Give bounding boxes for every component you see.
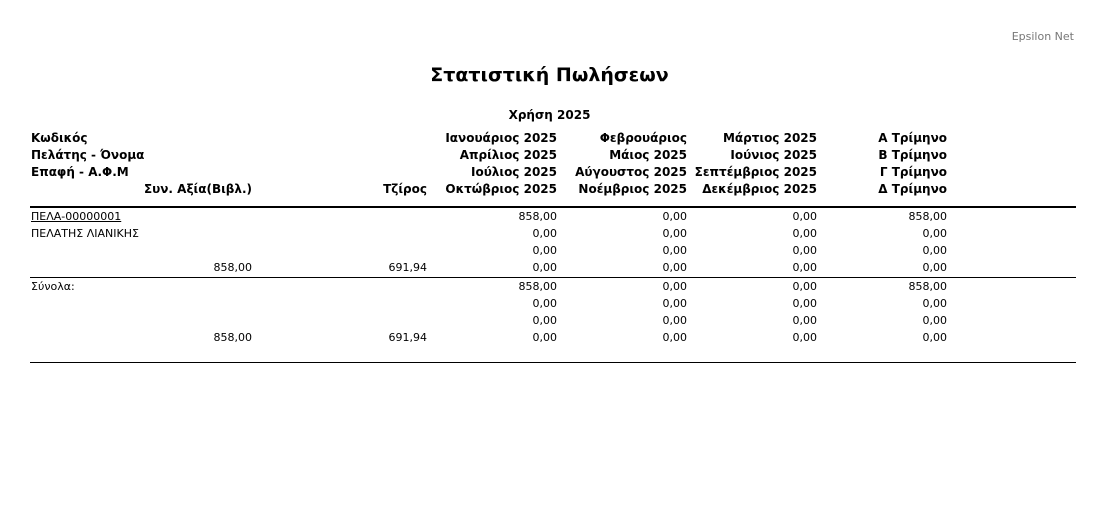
value-cell: 0,00 bbox=[922, 244, 947, 257]
totals-turnover: 691,94 bbox=[388, 331, 427, 344]
header-quarter: Α Τρίμηνο bbox=[878, 131, 947, 145]
value-cell: 0,00 bbox=[792, 314, 817, 327]
customer-book-value: 858,00 bbox=[213, 261, 252, 274]
value-cell: 0,00 bbox=[792, 331, 817, 344]
header-month: Σεπτέμβριος 2025 bbox=[694, 165, 817, 179]
value-cell: 0,00 bbox=[922, 331, 947, 344]
header-month: Φεβρουάριος bbox=[599, 131, 687, 145]
value-cell: 0,00 bbox=[662, 261, 687, 274]
header-month: Ιούνιος 2025 bbox=[730, 148, 817, 162]
value-cell: 0,00 bbox=[662, 314, 687, 327]
header-month: Ιούλιος 2025 bbox=[470, 165, 557, 179]
totals-book-value: 858,00 bbox=[213, 331, 252, 344]
value-cell: 0,00 bbox=[792, 210, 817, 223]
value-cell: 858,00 bbox=[518, 280, 557, 293]
customer-turnover: 691,94 bbox=[388, 261, 427, 274]
header-customer-label: Πελάτης - Όνομα bbox=[31, 148, 145, 162]
value-cell: 0,00 bbox=[662, 244, 687, 257]
value-cell: 0,00 bbox=[792, 280, 817, 293]
value-cell: 0,00 bbox=[662, 297, 687, 310]
customer-name: ΠΕΛΑΤΗΣ ΛΙΑΝΙΚΗΣ bbox=[31, 227, 139, 240]
value-cell: 858,00 bbox=[908, 210, 947, 223]
value-cell: 858,00 bbox=[518, 210, 557, 223]
footer-divider bbox=[30, 362, 1076, 363]
value-cell: 0,00 bbox=[922, 227, 947, 240]
header-quarter: Β Τρίμηνο bbox=[878, 148, 947, 162]
header-month: Ιανουάριος 2025 bbox=[445, 131, 557, 145]
value-cell: 0,00 bbox=[922, 297, 947, 310]
value-cell: 0,00 bbox=[662, 227, 687, 240]
header-month: Μάρτιος 2025 bbox=[722, 131, 817, 145]
value-cell: 0,00 bbox=[662, 280, 687, 293]
value-cell: 0,00 bbox=[532, 261, 557, 274]
header-month: Οκτώβριος 2025 bbox=[445, 182, 557, 196]
brand-label: Epsilon Net bbox=[1011, 30, 1074, 43]
value-cell: 0,00 bbox=[532, 314, 557, 327]
header-quarter: Γ Τρίμηνο bbox=[879, 165, 947, 179]
header-contact-label: Επαφή - Α.Φ.Μ bbox=[31, 165, 129, 179]
value-cell: 0,00 bbox=[532, 331, 557, 344]
totals-label: Σύνολα: bbox=[31, 280, 75, 293]
value-cell: 858,00 bbox=[908, 280, 947, 293]
header-month: Νοέμβριος 2025 bbox=[578, 182, 687, 196]
value-cell: 0,00 bbox=[662, 210, 687, 223]
header-turnover-label: Τζίρος bbox=[383, 182, 427, 196]
value-cell: 0,00 bbox=[792, 227, 817, 240]
report-subtitle: Χρήση 2025 bbox=[508, 108, 591, 122]
value-cell: 0,00 bbox=[532, 244, 557, 257]
header-month: Απρίλιος 2025 bbox=[459, 148, 557, 162]
value-cell: 0,00 bbox=[532, 227, 557, 240]
value-cell: 0,00 bbox=[532, 297, 557, 310]
value-cell: 0,00 bbox=[792, 244, 817, 257]
value-cell: 0,00 bbox=[922, 314, 947, 327]
customer-code-link[interactable]: ΠΕΛΑ-00000001 bbox=[31, 210, 122, 223]
report-title: Στατιστική Πωλήσεων bbox=[430, 64, 669, 86]
header-month: Δεκέμβριος 2025 bbox=[702, 182, 817, 196]
value-cell: 0,00 bbox=[922, 261, 947, 274]
value-cell: 0,00 bbox=[792, 297, 817, 310]
header-code-label: Κωδικός bbox=[31, 131, 88, 145]
header-month: Μάιος 2025 bbox=[609, 148, 687, 162]
header-book-value-label: Συν. Αξία(Βιβλ.) bbox=[143, 182, 252, 196]
header-quarter: Δ Τρίμηνο bbox=[878, 182, 947, 196]
value-cell: 0,00 bbox=[662, 331, 687, 344]
value-cell: 0,00 bbox=[792, 261, 817, 274]
header-month: Αύγουστος 2025 bbox=[575, 165, 687, 179]
